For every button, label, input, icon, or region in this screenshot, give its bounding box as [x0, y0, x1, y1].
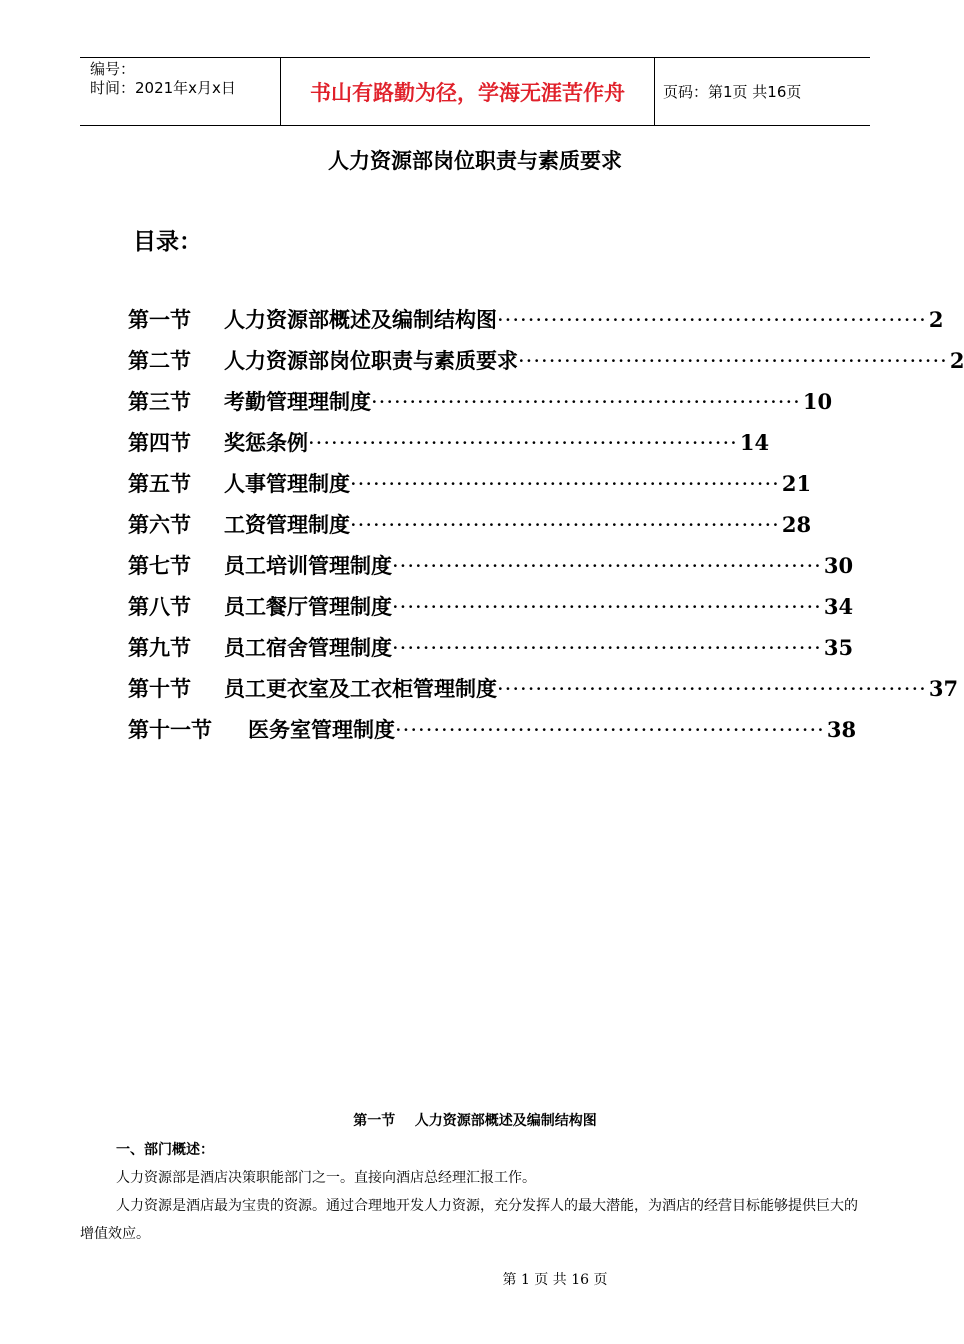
- toc-heading: 目录：: [133, 228, 202, 255]
- toc-title: 医务室管理制度: [248, 717, 395, 742]
- toc-page: 10: [802, 389, 833, 414]
- toc-section: 第四节: [128, 430, 191, 455]
- toc-item[interactable]: [128, 671, 959, 712]
- toc-page: 37: [928, 676, 959, 701]
- toc-title: 员工更衣室及工衣柜管理制度: [224, 676, 497, 701]
- toc-item[interactable]: [128, 507, 812, 548]
- paragraph: 人力资源部是酒店决策职能部门之一。直接向酒店总经理汇报工作。: [116, 1170, 536, 1186]
- toc-page: 38: [826, 717, 857, 742]
- toc-leader: ························································: [308, 431, 738, 455]
- toc-item[interactable]: [128, 384, 833, 425]
- toc-title: 人力资源部概述及编制结构图: [224, 307, 497, 332]
- toc-leader: ························································: [371, 390, 801, 414]
- toc-leader: ························································: [350, 472, 780, 496]
- document-number-label: 编号：: [90, 60, 136, 78]
- toc-page: 21: [781, 471, 812, 496]
- toc-section: 第五节: [128, 471, 191, 496]
- toc-page: 28: [781, 512, 812, 537]
- toc-leader: ························································: [497, 677, 927, 701]
- toc-section: 第二节: [128, 348, 191, 373]
- sub-heading: 一、部门概述：: [116, 1142, 214, 1158]
- toc-item[interactable]: [128, 589, 854, 630]
- toc-item[interactable]: [128, 466, 812, 507]
- toc-section: 第十一节: [128, 717, 212, 742]
- toc-title: 奖惩条例: [224, 430, 308, 455]
- toc-page: 30: [823, 553, 854, 578]
- toc-title: 考勤管理理制度: [224, 389, 371, 414]
- toc-section: 第六节: [128, 512, 191, 537]
- toc-item[interactable]: [128, 302, 944, 343]
- page-footer: 第 1 页 共 16 页: [502, 1272, 608, 1288]
- toc-page: 2: [949, 348, 964, 373]
- toc-leader: ························································: [497, 308, 927, 332]
- document-title: 人力资源部岗位职责与素质要求: [328, 148, 622, 173]
- toc-page: 2: [928, 307, 944, 332]
- toc-page: 34: [823, 594, 854, 619]
- toc-item[interactable]: [128, 343, 964, 384]
- toc-leader: ························································: [518, 349, 948, 373]
- toc-item[interactable]: [128, 425, 770, 466]
- toc-section: 第三节: [128, 389, 191, 414]
- toc-title: 人事管理制度: [224, 471, 350, 496]
- toc-leader: ························································: [392, 554, 822, 578]
- toc-leader: ························································: [395, 718, 825, 742]
- toc-title: 员工培训管理制度: [224, 553, 392, 578]
- toc-section: 第十节: [128, 676, 191, 701]
- toc-section: 第七节: [128, 553, 191, 578]
- toc-page: 14: [739, 430, 770, 455]
- toc-title: 员工餐厅管理制度: [224, 594, 392, 619]
- toc-title: 人力资源部岗位职责与素质要求: [224, 348, 518, 373]
- document-date: 时间：2021年x月x日: [90, 79, 236, 97]
- toc-section: 第一节: [128, 307, 191, 332]
- toc-item[interactable]: [128, 712, 857, 753]
- header-motto: 书山有路勤为径，学海无涯苦作舟: [281, 58, 655, 125]
- table-of-contents: [128, 302, 964, 753]
- toc-leader: ························································: [392, 595, 822, 619]
- paragraph: 人力资源是酒店最为宝贵的资源。通过合理地开发人力资源，充分发挥人的最大潜能，为酒店的经营目标能够提供巨大的增值效应。: [80, 1198, 858, 1242]
- toc-title: 员工宿舍管理制度: [224, 635, 392, 660]
- toc-leader: ························································: [350, 513, 780, 537]
- toc-item[interactable]: [128, 630, 854, 671]
- toc-title: 工资管理制度: [224, 512, 350, 537]
- toc-section: 第九节: [128, 635, 191, 660]
- toc-page: 35: [823, 635, 854, 660]
- toc-leader: ························································: [392, 636, 822, 660]
- toc-section: 第八节: [128, 594, 191, 619]
- toc-item[interactable]: [128, 548, 854, 589]
- header-meta: [80, 58, 281, 125]
- header-page-info: 页码：第1页 共16页: [663, 83, 802, 101]
- section-heading: 第一节 人力资源部概述及编制结构图: [353, 1113, 597, 1129]
- page-header: [80, 57, 870, 126]
